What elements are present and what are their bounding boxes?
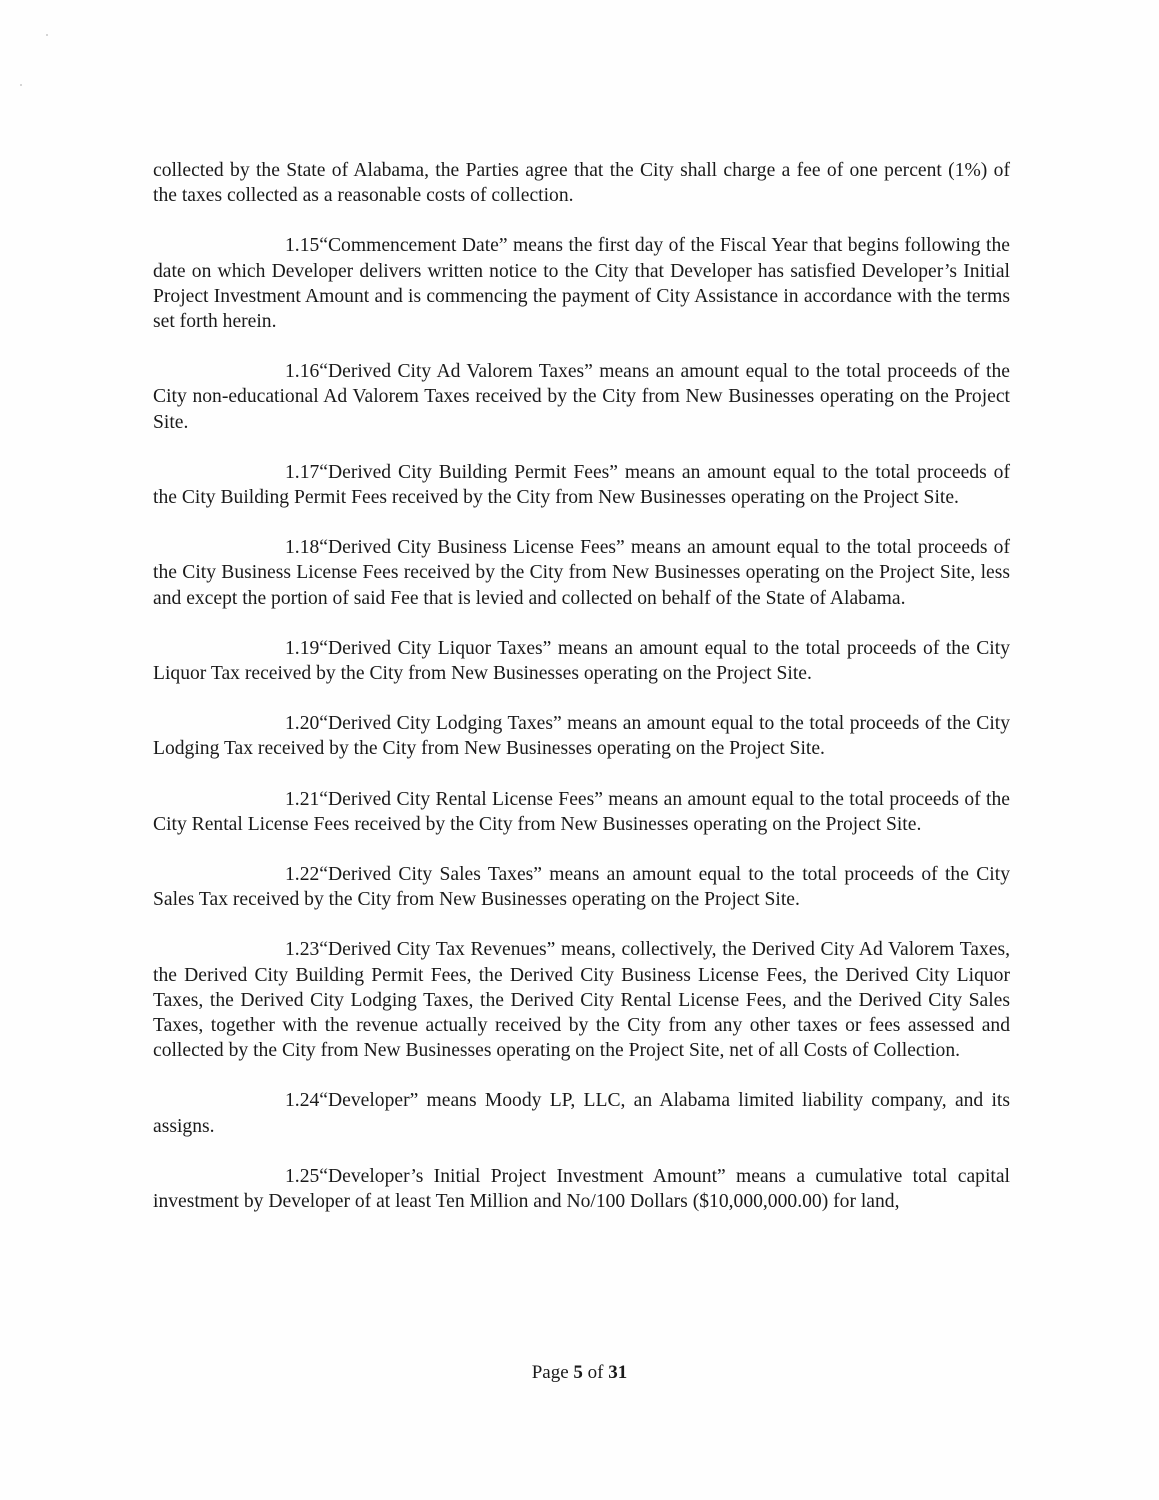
total-page-count: 31 [608,1362,628,1383]
section-number: 1.25 [285,1165,320,1187]
scan-speck [20,84,22,86]
scan-speck [46,34,48,36]
section-text: “Derived City Ad Valorem Taxes” means an amount equal to the total proceeds of the City non-educational Ad Valorem Taxes received by the City from New Businesses operating on the Project Site. [153,361,1010,433]
definition-1-15 [153,233,1010,334]
section-number: 1.24 [285,1090,320,1112]
definition-1-22 [153,862,1010,912]
section-text: “Derived City Liquor Taxes” means an amount equal to the total proceeds of the City Liquor Tax received by the City from New Businesses operating on the Project Site. [153,637,1010,685]
section-text: “Derived City Building Permit Fees” means an amount equal to the total proceeds of the City Building Permit Fees received by the City from New Businesses operating on the Project Site. [153,461,1010,509]
section-number: 1.21 [285,788,320,810]
definition-1-19 [153,636,1010,686]
section-text: “Developer’s Initial Project Investment Amount” means a cumulative total capital investment by Developer of at least Ten Million and No/100 Dollars ($10,000,000.00) for land, [153,1165,1010,1213]
section-text: “Derived City Tax Revenues” means, collectively, the Derived City Ad Valorem Taxes, the Derived City Building Permit Fees, the Derived City Business License Fees, the Derived City Liquor Taxes, the Derived City Lodging Taxes, the Derived City Rental License Fees, and the Derived City Sales Taxes, together with the revenue actually received by the City from any other taxes or fees assessed and collected by the City from New Businesses operating on the Project Site, net of all Costs of Collection. [153,939,1010,1062]
section-number: 1.17 [285,461,320,483]
section-number: 1.19 [285,637,320,659]
section-number: 1.18 [285,537,320,559]
section-text: “Commencement Date” means the first day of the Fiscal Year that begins following the date on which Developer delivers written notice to the City that Developer has satisfied Developer’s Initial Project Investment Amount and is commencing the payment of City Assistance in accordance with the terms set forth herein. [153,235,1010,333]
section-number: 1.22 [285,864,320,886]
definition-1-21 [153,787,1010,837]
definition-1-17 [153,460,1010,510]
section-number: 1.23 [285,939,320,961]
page-separator: of [582,1362,609,1383]
section-text: “Derived City Business License Fees” means an amount equal to the total proceeds of the City Business License Fees received by the City from New Businesses operating on the Project Site, less and except the portion of said Fee that is levied and collected on behalf of the State of Alabama. [153,537,1010,609]
definition-1-20 [153,711,1010,761]
definition-1-16 [153,359,1010,435]
section-text: “Derived City Rental License Fees” means an amount equal to the total proceeds of the City Rental License Fees received by the City from New Businesses operating on the Project Site. [153,788,1010,835]
definition-1-24 [153,1088,1010,1138]
section-number: 1.15 [285,235,320,257]
definition-1-25 [153,1164,1010,1214]
section-text: “Derived City Sales Taxes” means an amount equal to the total proceeds of the City Sales Tax received by the City from New Businesses operating on the Project Site. [153,864,1010,911]
current-page-number: 5 [573,1362,583,1383]
section-text: “Derived City Lodging Taxes” means an amount equal to the total proceeds of the City Lodging Tax received by the City from New Businesses operating on the Project Site. [153,713,1010,760]
section-number: 1.16 [285,361,320,383]
page-footer [0,1361,1159,1385]
continued-paragraph: collected by the State of Alabama, the Parties agree that the City shall charge a fee of one percent (1%) of the taxes collected as a reasonable costs of collection. [153,160,1010,207]
document-body [153,158,1010,1239]
section-number: 1.20 [285,713,320,735]
section-text: “Developer” means Moody LP, LLC, an Alabama limited liability company, and its assigns. [153,1090,1010,1137]
definition-1-23 [153,937,1010,1063]
definition-1-18 [153,535,1010,611]
page-label: Page [531,1362,574,1383]
